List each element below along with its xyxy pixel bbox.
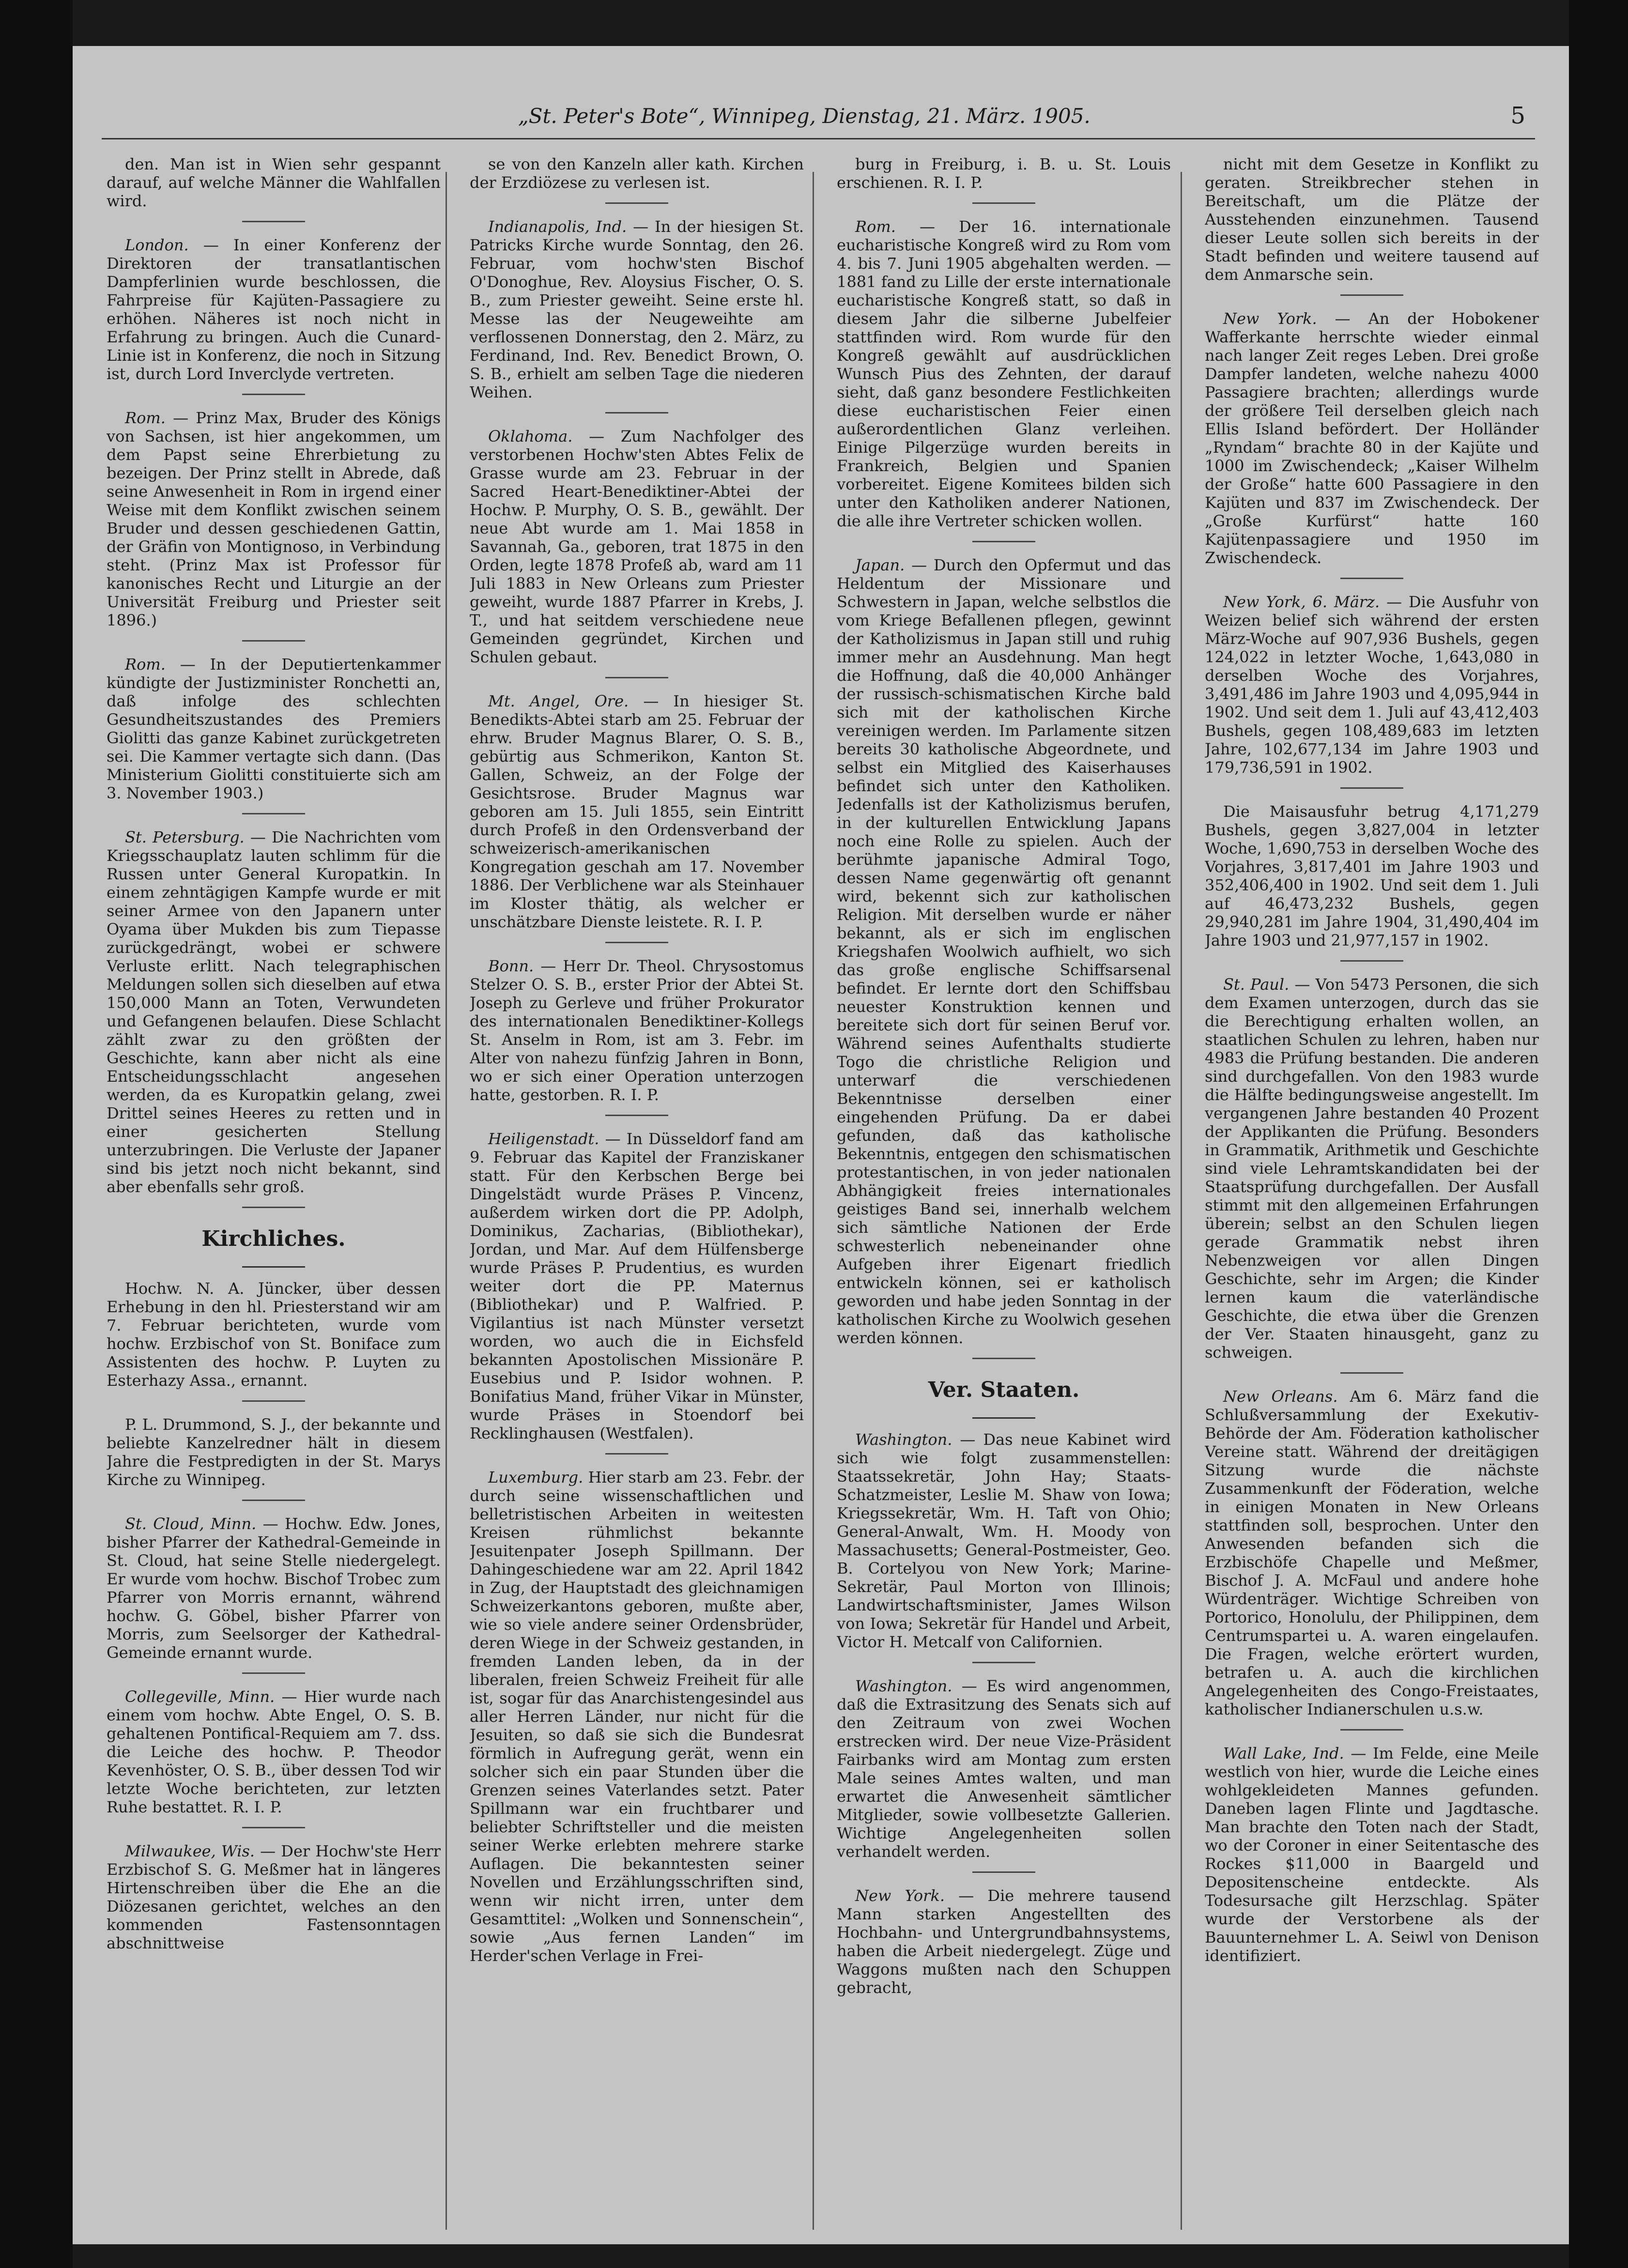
article-dateline: St. Paul.	[1223, 975, 1295, 994]
article-paragraph	[107, 236, 441, 383]
article-separator	[972, 541, 1035, 542]
article-text: se von den Kanzeln aller kath. Kirchen der Erzdiözese zu verlesen ist.	[470, 155, 804, 192]
article-dateline: Mt. Angel, Ore.	[488, 692, 644, 710]
article-paragraph	[1205, 975, 1539, 1362]
article-text: — Prinz Max, Bruder des Königs von Sachsen, ist hier angekommen, um dem Papst seine Ehrerbietung zu bezeigen. Der Prinz stellt in Abrede, daß seine Anwesenheit in Rom in irgend einer Weise mit dem Konflikt zwischen seinem Bruder und dessen geschiedenen Gattin, der Gräfin von Montignoso, in Verbindung steht. (Prinz Max ist Professor für kanonisches Recht und Liturgie an der Universität Freiburg und Priester seit 1896.)	[107, 409, 441, 629]
section-heading: Kirchliches.	[201, 1226, 346, 1251]
article-separator	[1340, 787, 1403, 789]
article-paragraph	[107, 1515, 441, 1662]
article-paragraph	[470, 692, 804, 931]
article-separator	[242, 1500, 305, 1501]
article-text: nicht mit dem Gesetze in Konflikt zu geraten. Streikbrecher stehen in Bereitschaft, um die Plätze der Ausstehenden einzunehmen. Tausend dieser Leute sollen sich bereits in der Stadt befinden und weitere tausend auf dem Anmarsche sein.	[1205, 155, 1539, 284]
article-dateline: New Orleans.	[1223, 1387, 1350, 1406]
article-text: — Herr Dr. Theol. Chrysostomus Stelzer O. S. B., erster Prior der Abtei St. Joseph zu Gerleve und früher Prokurator des internationalen Benediktiner-Kollegs St. Anselm in Rom, ist am 3. Febr. im Alter von nahezu fünfzig Jahren in Bonn, wo er sich einer Operation unterzogen hatte, gestorben. R. I. P.	[470, 957, 804, 1104]
article-text: — Zum Nachfolger des verstorbenen Hochw'sten Abtes Felix de Grasse wurde am 23. Februar in der Sacred Heart-Benediktiner-Abtei der Hochw. P. Murphy, O. S. B., gewählt. Der neue Abt wurde am 1. Mai 1858 in Savannah, Ga., geboren, trat 1875 in den Orden, legte 1878 Profeß ab, ward am 11 Juli 1883 in New Orleans zum Priester geweiht, wurde 1887 Pfarrer in Krebs, J. T., und hat seitdem verschiedene neue Gemeinden gegründet, Kirchen und Schulen gebaut.	[470, 427, 804, 666]
article-text: — In einer Konferenz der Direktoren der transatlantischen Dampferlinien wurde beschlossen, die Fahrpreise für Kajüten-Passagiere zu erhöhen. Näheres ist noch nicht in Erfahrung zu bringen. Auch die Cunard-Linie ist in Konferenz, die noch in Sitzung ist, durch Lord Inverclyde vertreten.	[107, 236, 441, 383]
article-dateline: Luxemburg.	[488, 1468, 588, 1486]
article-text: — Es wird angenommen, daß die Extrasitzung des Senats sich auf den Zeitraum von zwei Wochen erstrecken wird. Der neue Vize-Präsident Fairbanks wird am Montag zum ersten Male seines Amtes walten, und man erwartet die Anwesenheit sämtlicher Mitglieder, sowie vollbesetzte Gallerien. Wichtige Angelegenheiten sollen verhandelt werden.	[837, 1677, 1171, 1861]
article-dateline: New York.	[1223, 309, 1335, 328]
article-dateline: Rom.	[125, 409, 173, 427]
article-text: Die Maisausfuhr betrug 4,171,279 Bushels, gegen 3,827,004 in letzter Woche, 1,690,753 in derselben Woche des Vorjahres, 3,817,401 im Jahre 1903 und 352,406,400 in 1902. Und seit dem 1. Juli auf 46,473,232 Bushels, gegen 29,940,281 im Jahre 1904, 31,490,404 im Jahre 1903 und 21,977,157 in 1902.	[1205, 802, 1539, 950]
article-separator	[605, 412, 668, 414]
article-paragraph	[470, 957, 804, 1104]
column-2	[470, 155, 804, 2232]
article-dateline: Rom.	[125, 655, 180, 674]
article-text: — In der Deputiertenkammer kündigte der Justizminister Ronchetti an, daß infolge des schlechten Gesundheitszustandes des Premiers Giolitti das ganze Kabinet zurückgetreten sei. Die Kammer vertagte sich dann. (Das Ministerium Giolitti constituierte sich am 3. November 1903.)	[107, 655, 441, 802]
article-paragraph	[1205, 802, 1539, 950]
newspaper-page	[73, 46, 1569, 2244]
section-heading: Ver. Staaten.	[928, 1378, 1080, 1402]
article-dateline: Collegeville, Minn.	[125, 1687, 282, 1706]
article-paragraph	[107, 655, 441, 802]
article-separator	[605, 942, 668, 943]
article-separator	[605, 677, 668, 678]
article-dateline: Japan.	[855, 556, 912, 574]
article-dateline: London.	[125, 236, 203, 254]
article-text: — Die Nachrichten vom Kriegsschauplatz lauten schlimm für die Russen unter General Kuropatkin. In einem zehntägigen Kampfe wurde er mit seiner Armee von den Japanern unter Oyama über Mukden bis zum Tiepasse zurückgedrängt, wobei er schwere Verluste erlitt. Nach telegraphischen Meldungen sollen sich dieselben auf etwa 150,000 Mann an Toten, Verwundeten und Gefangenen belaufen. Diese Schlacht zählt zwar zu den größten der Geschichte, kann aber nicht als eine Entscheidungsschlacht angesehen werden, da es Kuropatkin gelang, zwei Drittel seines Heeres zu retten und in einer gesicherten Stellung unterzubringen. Die Verluste der Japaner sind bis jetzt noch nicht bekannt, sind aber ebenfalls sehr groß.	[107, 828, 441, 1196]
article-paragraph	[837, 1430, 1171, 1651]
article-separator	[972, 202, 1035, 204]
article-dateline: Indianapolis, Ind.	[488, 217, 633, 236]
article-paragraph	[107, 155, 441, 210]
article-text: Hier starb am 23. Febr. der durch seine wissenschaftlichen und belletristischen Arbeiten in weitesten Kreisen rühmlichst bekannte Jesuitenpater Joseph Spillmann. Der Dahingeschiedene war am 22. April 1842 in Zug, der Hauptstadt des gleichnamigen Schweizerkantons geboren, mußte aber, wie so viele andere seiner Ordensbrüder, deren Wiege in der Schweiz gestanden, in fremden Landen leben, da in der liberalen, freien Schweiz Freiheit für alle ist, sogar für das Anarchistengesindel aus aller Herren Länder, nur nicht für die Jesuiten, so daß sie sich die Bundesrat förmlich in Aufregung gerät, wenn ein solcher sich ein paar Stunden über die Grenzen seines Vaterlandes setzt. Pater Spillmann war ein fruchtbarer und beliebter Schriftsteller und die meisten seiner Werke erlebten mehrere starke Auflagen. Die bekanntesten seiner Novellen und Erzählungsschriften sind, wenn wir nicht irren, unter dem Gesamttitel: „Wolken und Sonnenschein“, sowie „Aus fernen Landen“ im Herder'schen Verlage in Frei-	[470, 1468, 804, 1965]
article-separator	[242, 1207, 305, 1208]
article-paragraph	[837, 1677, 1171, 1861]
film-border-right	[1569, 0, 1628, 2268]
article-dateline: Washington.	[855, 1677, 962, 1695]
article-separator	[605, 202, 668, 204]
article-paragraph	[470, 427, 804, 666]
article-dateline: Washington.	[855, 1430, 960, 1449]
article-text: — Von 5473 Personen, die sich dem Examen unterzogen, durch das sie die Berechtigung erhalten wollen, an staatlichen Schulen zu lehren, haben nur 4983 die Prüfung bestanden. Die anderen sind durchgefallen. Von den 1983 wurde die Hälfte bedingungsweise angestellt. Im vergangenen Jahre bestanden 40 Prozent der Applikanten die Prüfung. Besonders in Grammatik, Arithmetik und Geschichte sind viele Lehramtskandidaten bei der Staatsprüfung durchgefallen. Der Ausfall stimmt mit den allgemeinen Erfahrungen überein; selbst an den Schulen liegen gerade Grammatik nebst ihren Nebenzweigen vor allen Dingen Geschichte, sehr im Argen; die Kinder lernen kaum die vaterländische Geschichte, die etwa über die Grenzen der Ver. Staaten hinausgeht, ganz zu schweigen.	[1205, 975, 1539, 1362]
article-paragraph	[1205, 309, 1539, 567]
article-separator	[242, 1400, 305, 1402]
article-paragraph	[1205, 1387, 1539, 1718]
article-separator	[242, 394, 305, 395]
article-paragraph	[107, 1415, 441, 1489]
article-separator	[242, 221, 305, 222]
article-paragraph	[837, 1886, 1171, 1997]
article-paragraph	[107, 1687, 441, 1816]
article-separator	[1340, 294, 1403, 296]
article-text: Hochw. N. A. Jüncker, über dessen Erhebung in den hl. Priesterstand wir am 7. Februar berichteten, wurde vom hochw. Erzbischof von St. Boniface zum Assistenten des hochw. P. Luyten zu Esterhazy Assa., ernannt.	[107, 1279, 441, 1390]
article-separator	[605, 1115, 668, 1116]
article-dateline: Milwaukee, Wis.	[125, 1842, 261, 1860]
article-text: — In hiesiger St. Benedikts-Abtei starb am 25. Februar der ehrw. Bruder Magnus Blarer, O. S. B., gebürtig aus Schmerikon, Kanton St. Gallen, Schweiz, an der Folge der Gesichtsrose. Bruder Magnus war geboren am 15. Juli 1855, sein Eintritt durch Profeß in den Ordensverband der schweizerisch-amerikanischen Kongregation geschah am 17. November 1886. Der Verblichene war als Steinhauer im Kloster thätig, als welcher er unschätzbare Dienste leistete. R. I. P.	[470, 692, 804, 931]
article-paragraph	[470, 1130, 804, 1442]
page-header	[102, 99, 1535, 139]
article-separator	[242, 1672, 305, 1674]
heading-rule	[242, 1266, 305, 1268]
article-text: — Hochw. Edw. Jones, bisher Pfarrer der Kathedral-Gemeinde in St. Cloud, hat seine Stelle niedergelegt. Er wurde vom hochw. Bischof Trobec zum Pfarrer von Morris ernannt, während hochw. G. Göbel, bisher Pfarrer von Morris, zum Seelsorger der Kathedral-Gemeinde ernannt wurde.	[107, 1515, 441, 1662]
film-border-left	[0, 0, 73, 2268]
article-paragraph	[470, 1468, 804, 1965]
article-separator	[1340, 1372, 1403, 1374]
article-text: — Der 16. internationale eucharistische Kongreß wird zu Rom vom 4. bis 7. Juni 1905 abgehalten werden. — 1881 fand zu Lille der erste internationale eucharistische Kongreß statt, so daß in diesem Jahr die silberne Jubelfeier stattfinden wird. Rom wurde für den Kongreß gewählt auf ausdrücklichen Wunsch Pius des Zehnten, der darauf sieht, daß ganz besondere Festlichkeiten diese eucharistischen Feier einen außerordentlichen Glanz verleihen. Einige Pilgerzüge wurden bereits in Frankreich, Belgien und Spanien vorbereitet. Eigene Komitees bilden sich unter den Katholiken anderer Nationen, die alle ihre Vertreter schicken wollen.	[837, 217, 1171, 530]
article-separator	[1340, 960, 1403, 962]
column-3	[837, 155, 1171, 2232]
column-1	[107, 155, 441, 2232]
article-separator	[1340, 578, 1403, 579]
article-text: P. L. Drummond, S. J., der bekannte und beliebte Kanzelredner hält in diesem Jahre die Festpredigten in der St. Marys Kirche zu Winnipeg.	[107, 1415, 441, 1489]
article-dateline: Bonn.	[488, 957, 541, 975]
article-paragraph	[1205, 1744, 1539, 1965]
article-separator	[1340, 1729, 1403, 1731]
article-paragraph	[1205, 155, 1539, 284]
column-divider	[1181, 172, 1182, 2230]
page-number: 5	[1510, 102, 1525, 129]
article-paragraph	[837, 556, 1171, 1347]
article-text: den. Man ist in Wien sehr gespannt darauf, auf welche Männer die Wahlfallen wird.	[107, 155, 441, 210]
article-paragraph	[470, 217, 804, 401]
article-paragraph	[1205, 593, 1539, 777]
article-paragraph	[837, 217, 1171, 530]
article-text: — Das neue Kabinet wird sich wie folgt zusammenstellen: Staatssekretär, John Hay; Staats-Schatzmeister, Leslie M. Shaw von Iowa; Kriegssekretär, Wm. H. Taft von Ohio; General-Anwalt, Wm. H. Moody von Massachusetts; General-Postmeister, Geo. B. Cortelyou von New York; Marine-Sekretär, Paul Morton von Illinois; Landwirtschaftsminister, James Wilson von Iowa; Sekretär für Handel und Arbeit, Victor H. Metcalf von Californien.	[837, 1430, 1171, 1651]
heading-rule	[972, 1417, 1035, 1419]
article-text: burg in Freiburg, i. B. u. St. Louis erschienen. R. I. P.	[837, 155, 1171, 192]
article-dateline: New York, 6. März.	[1223, 593, 1387, 611]
article-separator	[242, 1827, 305, 1828]
column-divider	[813, 172, 814, 2230]
article-text: — Durch den Opfermut und das Heldentum der Missionare und Schwestern in Japan, welche selbstlos die vom Kriege Befallenen pflegen, gewinnt der Katholizismus in Japan still und ruhig immer mehr an Ausdehnung. Man hegt die Hoffnung, daß die 40,000 Anhänger der russisch-schismatischen Kirche bald sich mit der katholischen Kirche vereinigen werden. Im Parlamente sitzen bereits 30 katholische Abgeordnete, und selbst ein Mitglied des Kaiserhauses befindet sich unter den Katholiken. Jedenfalls ist der Katholizismus berufen, in der kulturellen Entwicklung Japans noch eine Rolle zu spielen. Auch der berühmte japanische Admiral Togo, dessen Name gegenwärtig oft genannt wird, bekennt sich zur katholischen Religion. Mit derselben wurde er näher bekannt, als er sich im englischen Kriegshafen Woolwich aufhielt, wo sich das große englische Schiffsarsenal befindet. Er lernte dort den Schiffsbau neuester Konstruktion kennen und bereitete sich dort für seinen Beruf vor. Während seines Aufenthalts studierte Togo die christliche Religion und unterwarf die verschiedenen Bekenntnisse derselben einer eingehenden Prüfung. Da er dabei gefunden, daß das katholische Bekenntnis, entgegen den schismatischen protestantischen, in von jeder nationalen Abhängigkeit freies internationales geistiges Band sei, innerhalb welchem sich sämtliche Nationen der Erde schwesterlich nebeneinander ohne Aufgeben ihrer Eigenart friedlich entwickeln können, sei er katholisch geworden und habe jeden Sonntag in der katholischen Kirche zu Woolwich gesehen werden können.	[837, 556, 1171, 1347]
article-text: — Die Ausfuhr von Weizen belief sich während der ersten März-Woche auf 907,936 Bushels, gegen 124,022 in letzter Woche, 1,643,080 in derselben Woche des Vorjahres, 3,491,486 im Jahre 1903 und 4,095,944 in 1902. Und seit dem 1. Juli auf 43,412,403 Bushels, gegen 108,489,683 im letzten Jahre, 102,677,134 im Jahre 1903 und 179,736,591 in 1902.	[1205, 593, 1539, 777]
article-dateline: New York.	[855, 1886, 959, 1905]
article-paragraph	[837, 155, 1171, 192]
article-dateline: St. Cloud, Minn.	[125, 1515, 263, 1533]
article-separator	[972, 1358, 1035, 1359]
article-paragraph	[470, 155, 804, 192]
article-separator	[972, 1662, 1035, 1663]
article-dateline: Rom.	[855, 217, 920, 236]
article-text: Am 6. März fand die Schlußversammlung der Exekutiv-Behörde der Am. Föderation katholischer Vereine statt. Während der dreitägigen Sitzung wurde die nächste Zusammenkunft der Föderation, welche in einigen Monaten in New Orleans stattfinden soll, besprochen. Unter den Anwesenden befanden sich die Erzbischöfe Chapelle und Meßmer, Bischof J. A. McFaul und andere hohe Würdenträger. Wichtige Schreiben von Portorico, Honolulu, der Philippinen, dem Centrumspartei u. A. waren eingelaufen. Die Fragen, welche erörtert wurden, betrafen u. A. auch die kirchlichen Angelegenheiten des Congo-Freistaates, katholischer Indianerschulen u.s.w.	[1205, 1387, 1539, 1718]
article-text: — Die mehrere tausend Mann starken Angestellten des Hochbahn- und Untergrundbahnsystems, haben die Arbeit niedergelegt. Züge und Waggons mußten nach den Schuppen gebracht,	[837, 1886, 1171, 1997]
article-paragraph	[107, 409, 441, 629]
article-text: — In Düsseldorf fand am 9. Februar das Kapitel der Franziskaner statt. Für den Kerbschen Berge bei Dingelstädt wurde Präses P. Vincenz, außerdem wirken dort die PP. Adolph, Dominikus, Zacharias, (Bibliothekar), Jordan, und Mar. Auf dem Hülfensberge wurde Präses P. Prudentius, es wurden weiter dort die PP. Maternus (Bibliothekar) und P. Walfried. P. Vigilantius ist nach Münster versetzt worden, wo auch die in Eichsfeld bekannten Apostolischen Missionäre P. Eusebius und P. Isidor wohnen. P. Bonifatius Mand, früher Vikar in Münster, wurde Präses in Stoendorf bei Recklinghausen (Westfalen).	[470, 1130, 804, 1442]
article-dateline: Oklahoma.	[488, 427, 589, 445]
article-separator	[242, 640, 305, 642]
article-dateline: Heiligenstadt.	[488, 1130, 605, 1148]
article-separator	[972, 1871, 1035, 1873]
article-text: — Hier wurde nach einem vom hochw. Abte Engel, O. S. B. gehaltenen Pontifical-Requiem am 7. dss. die Leiche des hochw. P. Theodor Kevenhöster, O. S. B., über dessen Tod wir letzte Woche berichteten, zur letzten Ruhe bestattet. R. I. P.	[107, 1687, 441, 1816]
masthead-line: „St. Peter's Bote“, Winnipeg, Dienstag, 21. März. 1905.	[518, 104, 1090, 128]
article-text: — In der hiesigen St. Patricks Kirche wurde Sonntag, den 26. Februar, vom hochw'sten Bischof O'Donoghue, Rev. Aloysius Fischer, O. S. B., zum Priester geweiht. Seine erste hl. Messe las der Neugeweihte am verflossenen Donnerstag, den 2. März, zu Ferdinand, Ind. Rev. Benedict Brown, O. S. B., erhielt am selben Tage die niederen Weihen.	[470, 217, 804, 401]
article-separator	[242, 813, 305, 814]
article-dateline: St. Petersburg.	[125, 828, 250, 846]
article-paragraph	[107, 828, 441, 1196]
column-4	[1205, 155, 1539, 2232]
article-text: — An der Hobokener Wafferkante herrschte wieder einmal nach langer Zeit reges Leben. Drei große Dampfer landeten, welche nahezu 4000 Passagiere brachten; allerdings wurde der größere Teil derselben gleich nach Ellis Island befördert. Der Holländer „Ryndam“ brachte 80 in der Kajüte und 1000 im Zwischendeck; „Kaiser Wilhelm der Große“ hatte 600 Passagiere in den Kajüten und 837 im Zwischendeck. Der „Große Kurfürst“ hatte 160 Kajütenpassagiere und 1950 im Zwischendeck.	[1205, 309, 1539, 567]
article-paragraph	[107, 1842, 441, 1952]
article-dateline: Wall Lake, Ind.	[1223, 1744, 1351, 1762]
article-text: — Im Felde, eine Meile westlich von hier, wurde die Leiche eines wohlgekleideten Mannes gefunden. Daneben lagen Flinte und Jagdtasche. Man brachte den Toten nach der Stadt, wo der Coroner in einer Seitentasche des Rockes $11,000 in Baargeld und Depositenscheine entdeckte. Als Todesursache gilt Herzschlag. Später wurde der Verstorbene als der Bauunternehmer L. A. Seiwl von Denison identifiziert.	[1205, 1744, 1539, 1965]
column-divider	[445, 172, 447, 2230]
article-paragraph	[107, 1279, 441, 1390]
article-text: — Der Hochw'ste Herr Erzbischof S. G. Meßmer hat in längeres Hirtenschreiben über die Ehe an die Diözesanen gerichtet, welches an den kommenden Fastensonntagen abschnittweise	[107, 1842, 441, 1952]
article-separator	[605, 1453, 668, 1455]
